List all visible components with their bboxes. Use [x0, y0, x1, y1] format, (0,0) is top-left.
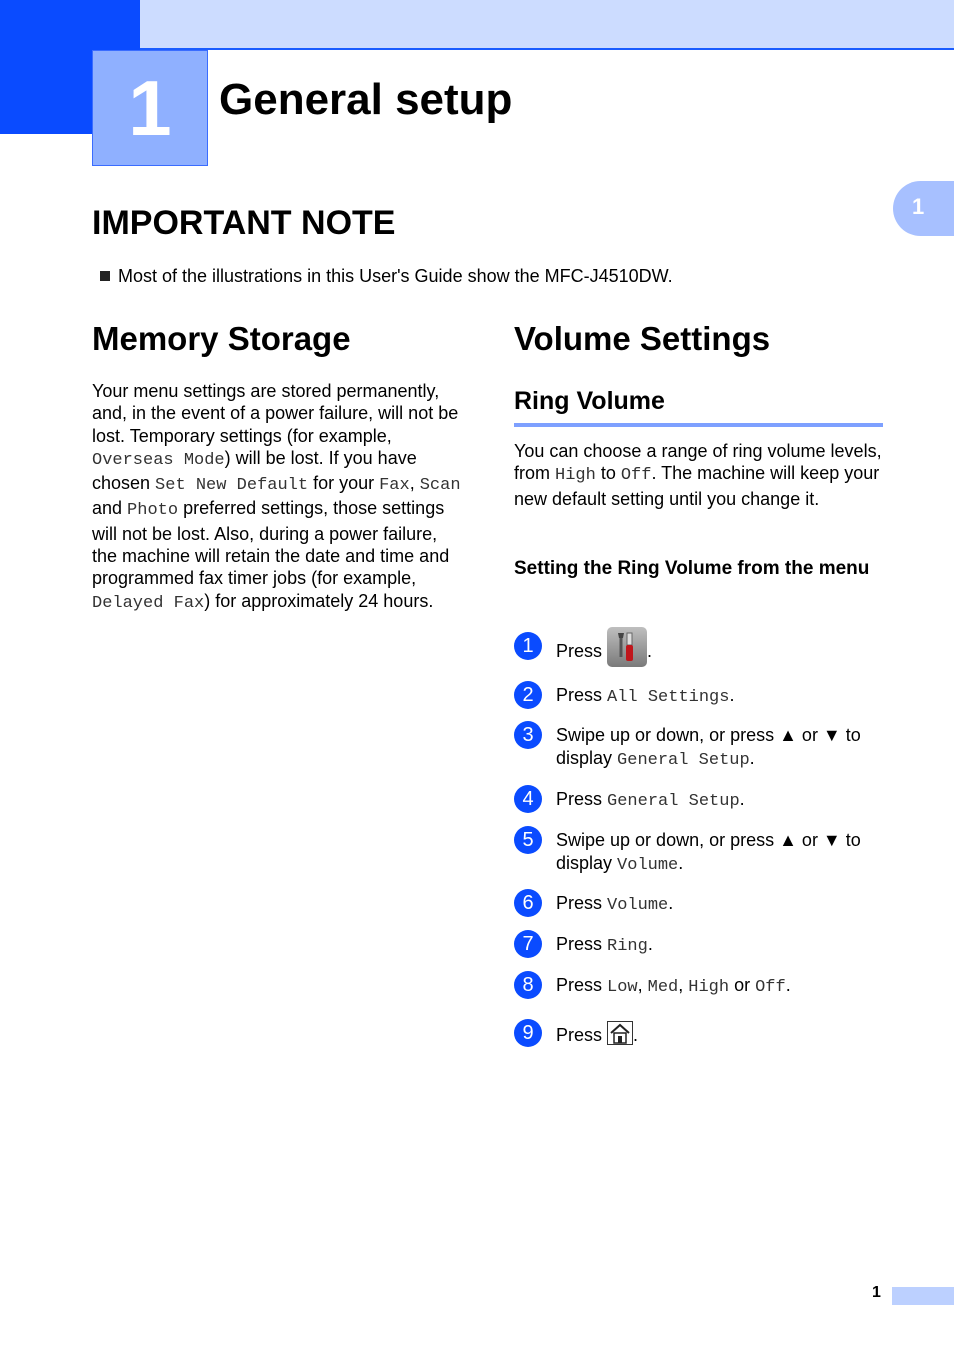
memory-text: ) for approximately 24 hours.: [204, 590, 434, 611]
step-text: [556, 637, 876, 667]
step-number: 1: [514, 632, 542, 660]
step-verb: Press: [556, 934, 603, 954]
step-punct: .: [749, 748, 755, 768]
menu-term: High: [555, 466, 596, 486]
menu-term: Med: [647, 978, 679, 997]
chapter-title: General setup: [219, 75, 513, 124]
chapter-side-tab-label: 1: [912, 194, 925, 219]
step-punct: ,: [678, 975, 689, 995]
page-footer-bar: [892, 1287, 954, 1305]
header-band: [140, 0, 954, 49]
step-text: [556, 724, 876, 772]
memory-storage-paragraph: [92, 380, 464, 615]
step-text: [556, 788, 876, 813]
memory-text: ,: [409, 473, 420, 494]
step-verb: Press: [556, 789, 603, 809]
step-instruction: display: [556, 853, 613, 873]
memory-text: Your menu settings are stored permanently, and, in the event of a power failure, will not be lost. Temporary settings (for example,: [92, 381, 459, 446]
menu-term: Fax: [379, 476, 410, 496]
header-rule: [140, 48, 954, 50]
step-punct: ,: [637, 975, 648, 995]
step-text: [556, 829, 876, 877]
step-punct: .: [647, 640, 653, 661]
volume-text: You can choose a range of ring volume levels, from: [514, 441, 882, 484]
menu-term: Ring: [607, 937, 648, 956]
step-punct: .: [729, 685, 735, 705]
step-text: [556, 933, 876, 958]
step-conjunction: or: [729, 975, 756, 995]
step-verb: Press: [556, 1025, 603, 1045]
menu-term: Volume: [617, 856, 679, 875]
volume-text: to: [595, 463, 621, 484]
step-verb: Press: [556, 975, 603, 995]
step-punct: .: [785, 975, 791, 995]
step-number: 7: [514, 930, 542, 958]
menu-term: All Settings: [607, 688, 730, 707]
settings-tools-icon[interactable]: [607, 627, 647, 667]
home-icon[interactable]: [607, 1021, 633, 1045]
task-title: Setting the Ring Volume from the menu: [514, 558, 870, 579]
memory-text: ) will be lost. If you have chosen: [92, 447, 417, 494]
memory-text: for your: [308, 473, 380, 494]
step-number: 8: [514, 971, 542, 999]
step-number: 5: [514, 826, 542, 854]
step-instruction: Swipe up or down, or press ▲ or ▼ to: [556, 725, 861, 745]
memory-text: preferred settings, those settings will not be lost. Also, during a power failure, the machine will retain the date and time and programmed fax timer jobs (for example,: [92, 498, 450, 589]
menu-term: Off: [620, 466, 652, 486]
memory-storage-heading: Memory Storage: [92, 320, 351, 357]
step-text: [556, 1024, 876, 1047]
step-number: 4: [514, 785, 542, 813]
menu-term: High: [688, 978, 730, 997]
step-number: 2: [514, 681, 542, 709]
ring-volume-paragraph: [514, 440, 882, 510]
chapter-side-tab: [893, 181, 954, 236]
volume-text: . The machine will keep your new default setting until you change it.: [514, 463, 880, 509]
important-note-bullet: [100, 265, 673, 287]
menu-term: Overseas Mode: [92, 450, 225, 470]
step-punct: .: [633, 1025, 639, 1045]
step-punct: .: [739, 789, 745, 809]
step-number: 6: [514, 889, 542, 917]
ring-volume-rule: [514, 423, 883, 427]
step-verb: Press: [556, 893, 603, 913]
menu-term: Set New Default: [155, 476, 309, 496]
step-punct: .: [678, 853, 684, 873]
step-text: [556, 684, 876, 709]
step-verb: Press: [556, 685, 603, 705]
step-instruction: Swipe up or down, or press ▲ or ▼ to: [556, 830, 861, 850]
step-number: 9: [514, 1019, 542, 1047]
step-punct: .: [668, 893, 674, 913]
chapter-number-box: [92, 50, 208, 166]
step-verb: Press: [556, 640, 603, 661]
menu-term: Volume: [607, 896, 669, 915]
memory-text: and: [92, 498, 128, 519]
important-note-heading: IMPORTANT NOTE: [92, 204, 396, 242]
menu-term: Low: [607, 978, 638, 997]
menu-term: Scan: [419, 476, 461, 496]
page-number: 1: [872, 1284, 881, 1301]
step-text: [556, 892, 876, 917]
step-text: [556, 974, 876, 999]
important-note-text: Most of the illustrations in this User's Guide show the MFC-J4510DW.: [118, 266, 673, 286]
menu-term: General Setup: [617, 751, 750, 770]
chapter-number: 1: [128, 64, 172, 152]
bullet-square-icon: [100, 271, 110, 281]
volume-settings-heading: Volume Settings: [514, 320, 771, 357]
menu-term: General Setup: [607, 792, 740, 811]
ring-volume-heading: Ring Volume: [514, 387, 665, 415]
step-number: 3: [514, 721, 542, 749]
menu-term: Off: [755, 978, 786, 997]
step-punct: .: [647, 934, 653, 954]
step-instruction: display: [556, 748, 613, 768]
menu-term: Photo: [127, 501, 179, 521]
menu-term: Delayed Fax: [92, 593, 205, 613]
